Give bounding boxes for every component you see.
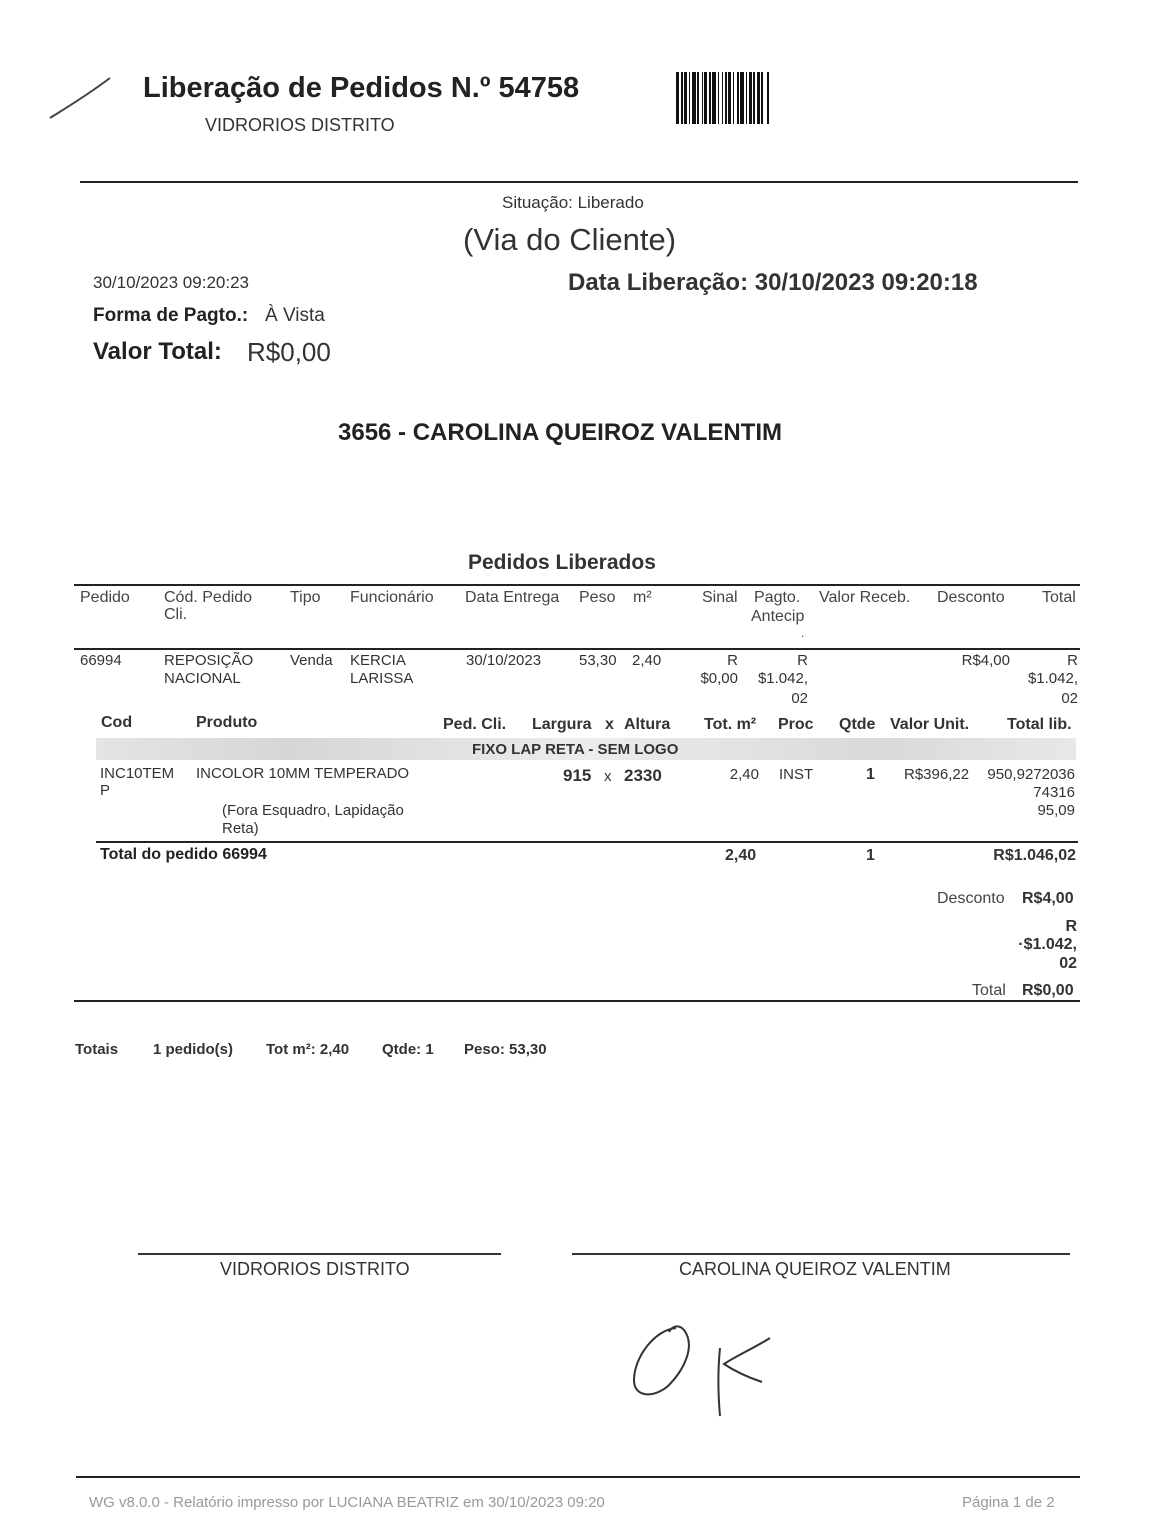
product-header-altura: Altura	[624, 716, 671, 733]
signature-company: VIDRORIOS DISTRITO	[220, 1259, 410, 1279]
signature-line-client	[572, 1253, 1070, 1255]
header-divider	[80, 181, 1078, 183]
order-total-3: 02	[1061, 690, 1078, 707]
summary-desconto-label: Desconto	[937, 890, 1005, 907]
order-pagto-3: 02	[791, 690, 808, 707]
totals-m2: Tot m²: 2,40	[266, 1041, 350, 1058]
order-data-entrega: 30/10/2023	[466, 652, 542, 669]
col-header-pagto-3: .	[801, 626, 805, 640]
status-text: Situação: Liberado	[502, 193, 644, 212]
totals-peso: Peso: 53,30	[464, 1041, 547, 1058]
order-cod-cli-2: NACIONAL	[164, 670, 241, 687]
product-header-cod: Cod	[101, 714, 133, 731]
product-cod: INC10TEM	[100, 765, 175, 782]
col-header-tipo: Tipo	[290, 589, 321, 606]
handwritten-ok-mark	[624, 1318, 784, 1422]
orders-table-header-rule	[74, 648, 1080, 650]
order-funcionario: KERCIA	[350, 652, 406, 669]
totals-label: Totais	[75, 1041, 119, 1058]
col-header-pagto: Pagto.	[754, 589, 801, 606]
product-qtde: 1	[866, 766, 875, 783]
order-funcionario-2: LARISSA	[350, 670, 414, 687]
client-name: 3656 - CAROLINA QUEIROZ VALENTIM	[338, 419, 783, 446]
document-title: Liberação de Pedidos N.º 54758	[143, 72, 580, 104]
total-value: R$0,00	[247, 337, 331, 367]
payment-label: Forma de Pagto.:	[93, 305, 249, 326]
order-tipo: Venda	[290, 652, 333, 669]
order-total-rule	[96, 841, 1078, 843]
col-header-peso: Peso	[579, 589, 616, 606]
company-name: VIDRORIOS DISTRITO	[205, 115, 395, 135]
order-number: 66994	[80, 652, 122, 669]
product-header-total-lib: Total lib.	[1007, 716, 1072, 733]
product-header-proc: Proc	[778, 716, 814, 733]
product-total-lib-3: 95,09	[1037, 802, 1075, 819]
order-desconto: R$4,00	[961, 652, 1010, 669]
summary-total-label: Total	[972, 982, 1006, 999]
barcode-bar	[767, 72, 769, 124]
order-total-m2: 2,40	[725, 847, 757, 864]
payment-value: À Vista	[265, 305, 325, 326]
order-total: R	[1067, 652, 1078, 669]
totals-pedidos: 1 pedido(s)	[153, 1041, 234, 1058]
col-header-valor-receb: Valor Receb.	[819, 589, 911, 606]
col-header-desconto: Desconto	[937, 589, 1005, 606]
summary-desconto-value: R$4,00	[1022, 890, 1074, 907]
product-header-valor-unit: Valor Unit.	[890, 716, 970, 733]
col-header-funcionario: Funcionário	[350, 589, 434, 606]
section-title: Pedidos Liberados	[468, 551, 656, 574]
product-proc: INST	[779, 766, 814, 783]
product-tot-m2: 2,40	[729, 766, 759, 783]
product-cod-2: P	[100, 782, 111, 799]
col-header-cod-pedido: Cód. Pedido	[164, 589, 253, 606]
product-header-largura: Largura	[532, 716, 592, 733]
print-datetime: 30/10/2023 09:20:23	[93, 273, 249, 292]
order-total-value: R$1.046,02	[993, 847, 1076, 864]
col-header-m2: m²	[633, 589, 652, 606]
copy-label: (Via do Cliente)	[463, 222, 677, 257]
col-header-cod-pedido-2: Cli.	[164, 606, 188, 623]
product-header-x: x	[605, 716, 614, 733]
orders-table-top-rule	[74, 584, 1080, 586]
product-description: INCOLOR 10MM TEMPERADO	[196, 765, 410, 782]
product-group-label: FIXO LAP RETA - SEM LOGO	[472, 741, 679, 758]
order-sinal-2: $0,00	[700, 670, 738, 687]
summary-subtotal-2: ·$1.042,	[1018, 936, 1077, 953]
product-observation-2: Reta)	[222, 820, 259, 837]
barcode	[676, 72, 852, 124]
signature-line-company	[138, 1253, 501, 1255]
col-header-pedido: Pedido	[80, 589, 130, 606]
order-total-label: Total do pedido 66994	[100, 846, 267, 863]
summary-total-value: R$0,00	[1022, 982, 1074, 999]
product-valor-unit: R$396,22	[904, 766, 970, 783]
product-total-lib: 950,9272036	[987, 766, 1075, 783]
release-date: Data Liberação: 30/10/2023 09:20:18	[568, 269, 978, 296]
footer-print-info: WG v8.0.0 - Relatório impresso por LUCIANA BEATRIZ em 30/10/2023 09:20	[89, 1494, 605, 1511]
order-pagto-2: $1.042,	[757, 670, 808, 687]
order-pagto: R	[797, 652, 808, 669]
summary-subtotal: R	[1065, 918, 1077, 935]
product-header-tot-m2: Tot. m²	[704, 716, 757, 733]
product-header-produto: Produto	[196, 714, 258, 731]
order-m2: 2,40	[632, 652, 662, 669]
order-total-qtde: 1	[866, 847, 875, 864]
product-x: x	[604, 768, 612, 785]
col-header-sinal: Sinal	[702, 589, 738, 606]
order-total-2: $1.042,	[1027, 670, 1078, 687]
product-header-ped-cli: Ped. Cli.	[443, 716, 507, 733]
signature-client: CAROLINA QUEIROZ VALENTIM	[679, 1259, 951, 1279]
col-header-pagto-2: Antecip	[751, 608, 805, 625]
summary-subtotal-3: 02	[1059, 955, 1077, 972]
pen-mark	[46, 74, 116, 124]
col-header-total: Total	[1042, 589, 1076, 606]
product-altura: 2330	[624, 766, 662, 785]
footer-rule	[76, 1476, 1080, 1478]
totals-qtde: Qtde: 1	[382, 1041, 434, 1058]
order-peso: 53,30	[579, 652, 617, 669]
product-header-qtde: Qtde	[839, 716, 876, 733]
product-observation: (Fora Esquadro, Lapidação	[222, 802, 404, 819]
product-largura: 915	[563, 766, 592, 785]
total-value-label: Valor Total:	[93, 338, 222, 365]
footer-page-number: Página 1 de 2	[962, 1494, 1055, 1511]
product-total-lib-2: 74316	[1033, 784, 1075, 801]
col-header-data-entrega: Data Entrega	[465, 589, 560, 606]
summary-bottom-rule	[74, 1000, 1080, 1002]
order-cod-cli: REPOSIÇÃO	[164, 652, 254, 669]
order-sinal: R	[727, 652, 738, 669]
